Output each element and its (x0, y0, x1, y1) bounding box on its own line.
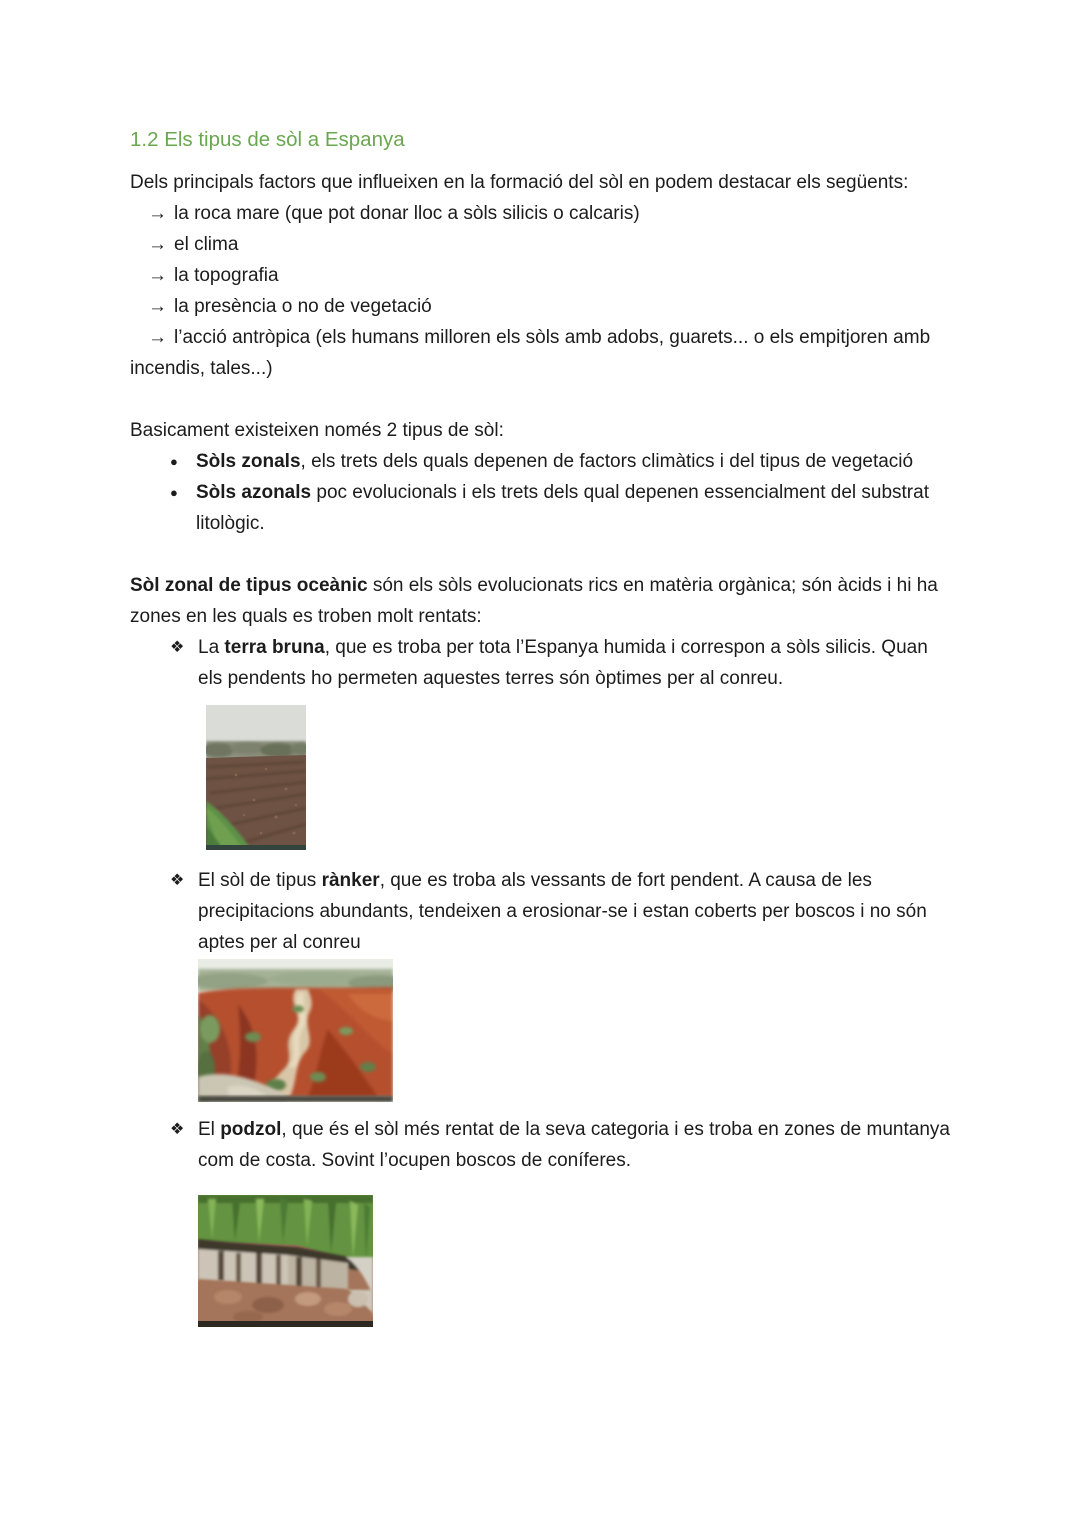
bullet-list-item (170, 446, 950, 477)
section-heading: 1.2 Els tipus de sòl a Espanya (130, 128, 405, 151)
soil-types-bullet-list (130, 446, 950, 539)
arrow-item-text: el clima (174, 234, 239, 255)
soil-type-desc: , els trets dels quals depenen de factors climàtics i del tipus de vegetació (300, 451, 914, 472)
diamond-item-text (198, 632, 950, 865)
zonal-oceanic-lead: Sòl zonal de tipus oceànic (130, 575, 368, 596)
zonal-oceanic-paragraph (130, 570, 950, 632)
subtype-rest: , que es troba als vessants de fort pendent. A causa de les precipitacions abundants, tendeixen a erosionar-se i estan coberts per boscos i no són aptes per al conreu (198, 870, 927, 953)
soil-type-name: Sòls zonals (196, 451, 301, 472)
diamond-list-item (170, 632, 950, 865)
terra-bruna-photo (206, 705, 306, 850)
arrow-list-item (130, 198, 950, 229)
bullet-item-text (196, 477, 950, 539)
intro-paragraph: Dels principals factors que influeixen en la formació del sòl en podem destacar els següents: (130, 172, 909, 193)
subtype-pre: La (198, 637, 225, 658)
arrow-icon: → (148, 234, 167, 255)
bullet-dot-icon: ● (170, 454, 178, 469)
bullet-item-text (196, 446, 950, 477)
arrow-item-text: l’acció antròpica (els humans milloren els sòls amb adobs, guarets... o els empitjoren amb incendis, tales...) (130, 327, 931, 379)
subtype-pre: El sòl de tipus (198, 870, 322, 891)
arrow-item-text: la presència o no de vegetació (174, 296, 432, 317)
subtype-name: terra bruna (224, 637, 325, 658)
zonal-oceanic-rest: són els sòls evolucionats rics en matèria orgànica; són àcids i hi ha zones en les quals es troben molt rentats: (130, 575, 938, 627)
diamond-list-item (170, 865, 950, 1114)
subtype-name: rànker (321, 870, 380, 891)
arrow-list-item (130, 322, 950, 384)
subtype-rest: , que és el sòl més rentat de la seva categoria i es troba en zones de muntanya com de costa. Sovint l’ocupen boscos de coníferes. (198, 1119, 950, 1171)
arrow-list-item (130, 260, 950, 291)
diamond-item-text (198, 1114, 950, 1327)
subtype-rest: , que es troba per tota l’Espanya humida i correspon a sòls silicis. Quan els pendents ho permeten aquestes terres són òptimes per al conreu. (198, 637, 928, 689)
arrow-icon: → (148, 203, 167, 224)
arrow-item-text: la roca mare (que pot donar lloc a sòls silicis o calcaris) (174, 203, 640, 224)
diamond-bullet-icon: ❖ (170, 1121, 185, 1138)
diamond-item-text (198, 865, 950, 1114)
ranker-photo (198, 959, 393, 1102)
soil-type-desc: poc evolucionals i els trets dels qual depenen essencialment del substrat litològic. (196, 482, 929, 534)
subtype-pre: El (198, 1119, 221, 1140)
bullet-list-item (170, 477, 950, 539)
arrow-icon: → (148, 296, 167, 317)
factors-arrow-list (130, 198, 950, 384)
soil-type-name: Sòls azonals (196, 482, 312, 503)
podzol-photo (198, 1195, 373, 1327)
arrow-icon: → (148, 327, 167, 348)
arrow-item-text: la topografia (174, 265, 279, 286)
arrow-list-item (130, 291, 950, 322)
bullet-dot-icon: ● (170, 485, 178, 500)
diamond-bullet-icon: ❖ (170, 639, 185, 656)
diamond-list-item (170, 1114, 950, 1327)
diamond-bullet-icon: ❖ (170, 872, 185, 889)
arrow-list-item (130, 229, 950, 260)
basic-types-line: Basicament existeixen només 2 tipus de sòl: (130, 420, 504, 441)
arrow-icon: → (148, 265, 167, 286)
subtype-name: podzol (220, 1119, 282, 1140)
subtypes-diamond-list (130, 632, 950, 1327)
